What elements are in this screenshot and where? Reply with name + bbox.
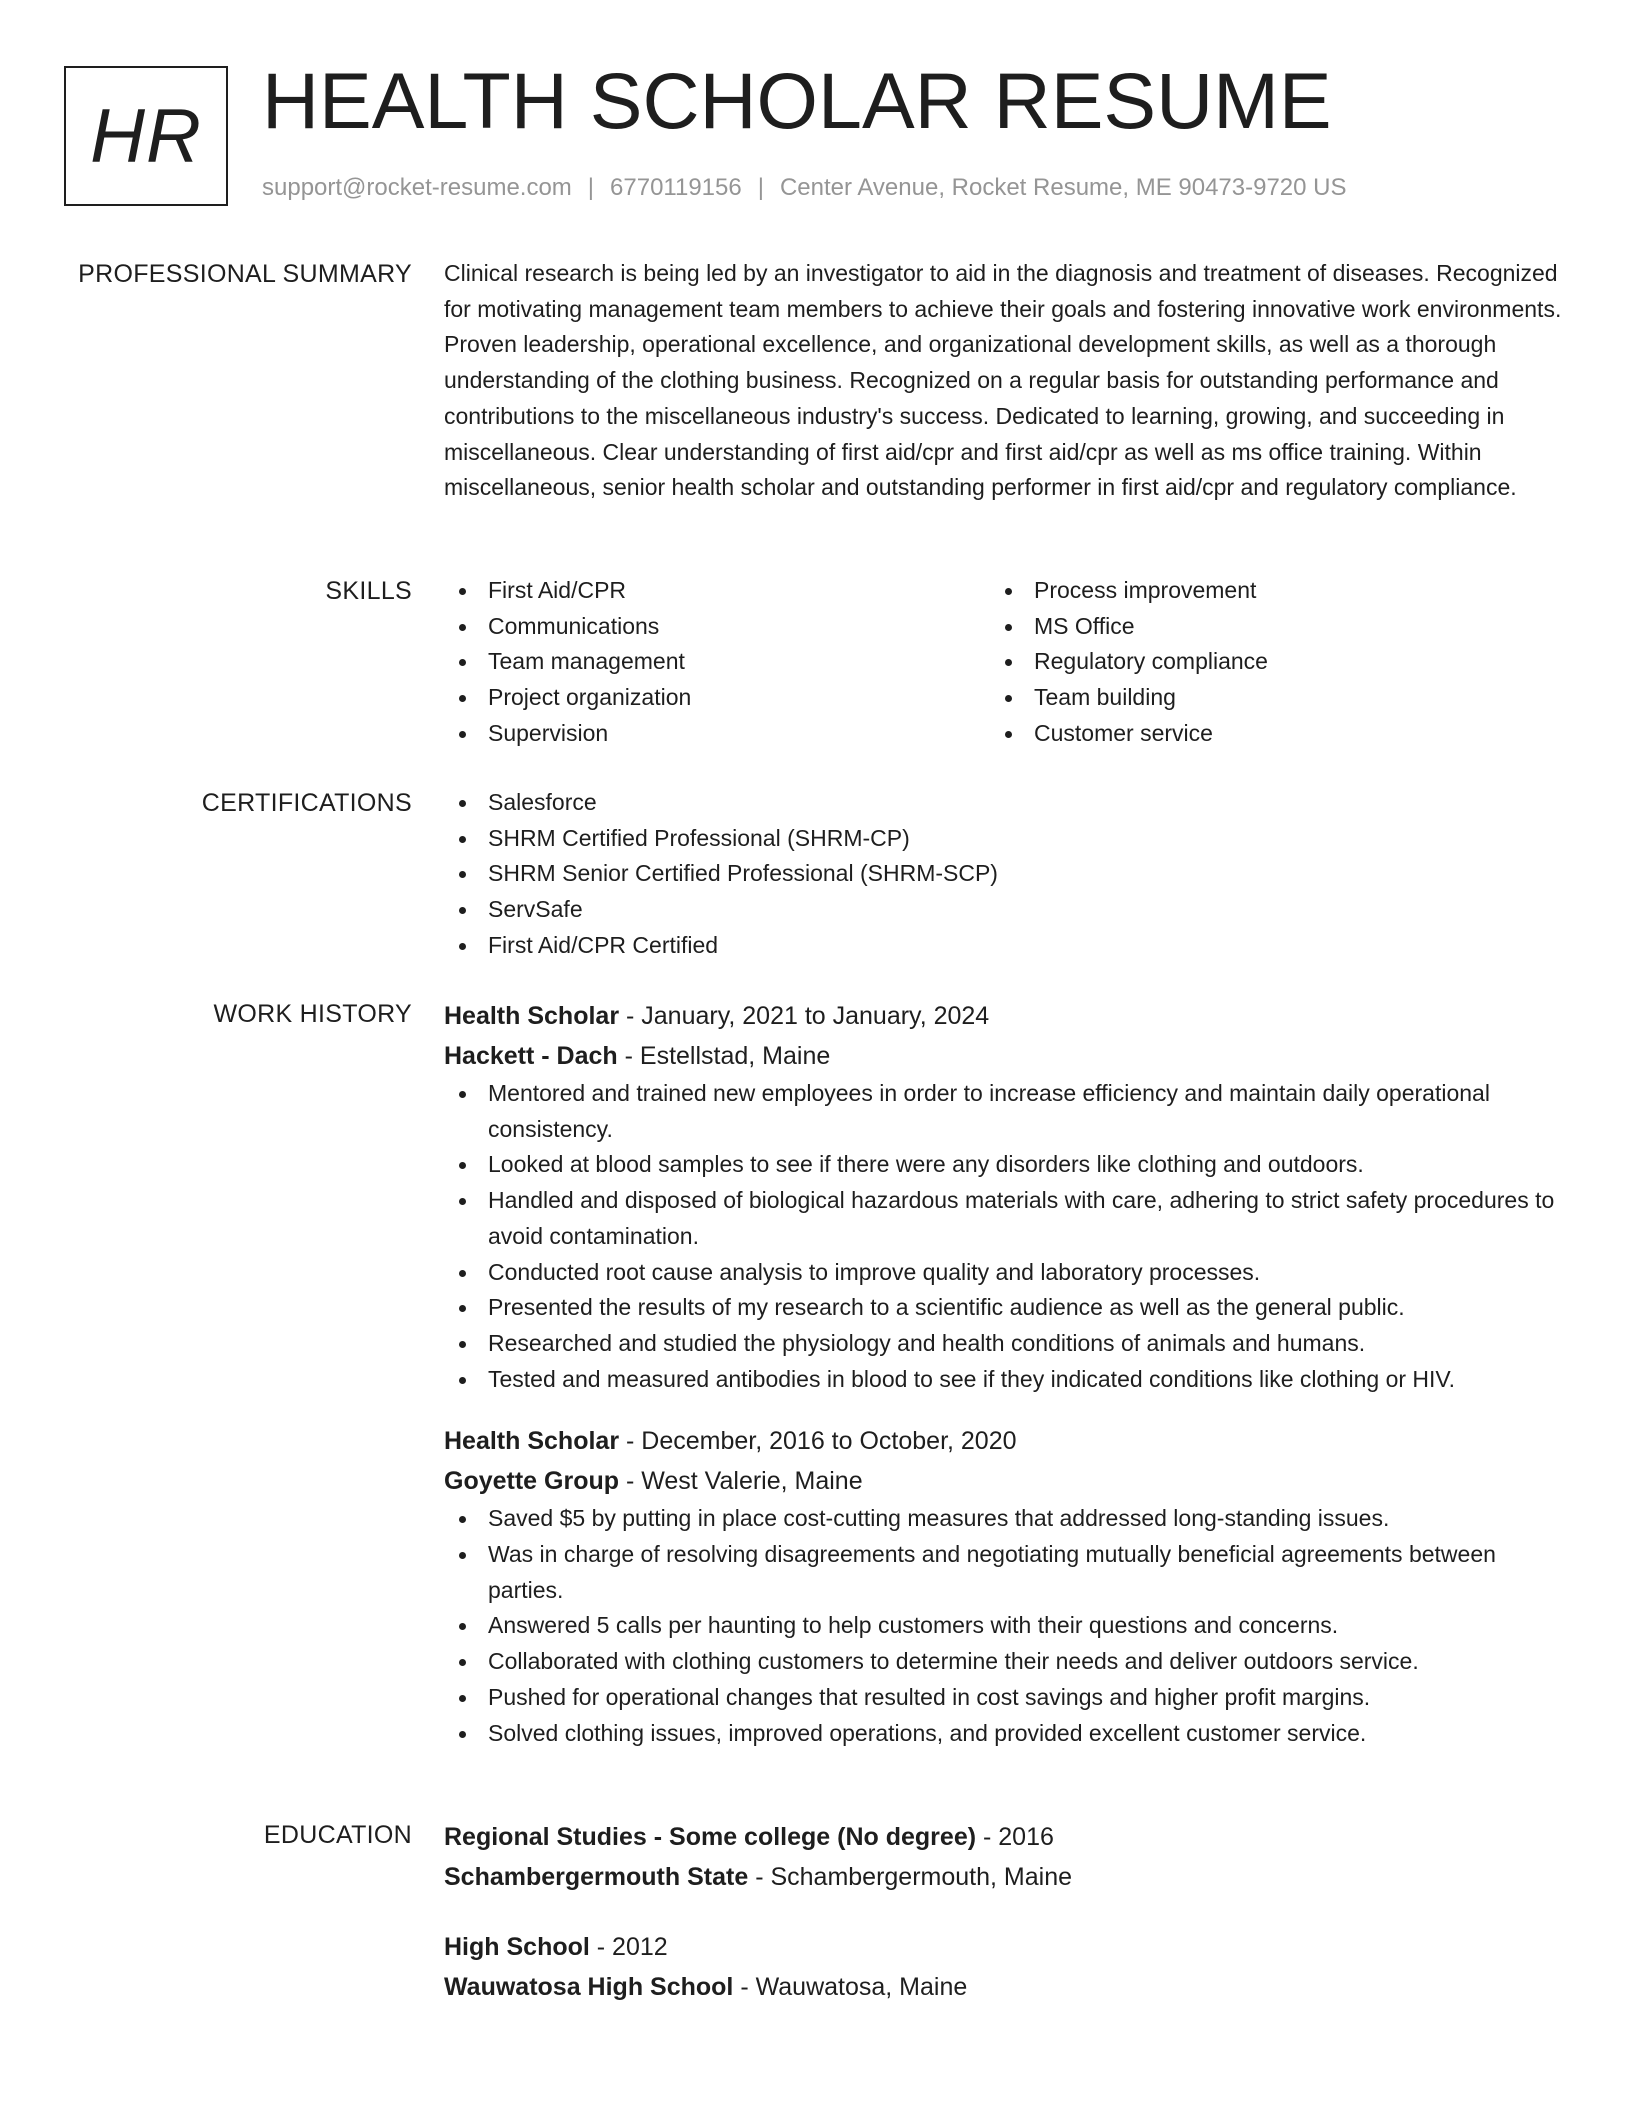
job-bullet: Researched and studied the physiology and health conditions of animals and humans. <box>444 1326 1564 1362</box>
job-bullet: Tested and measured antibodies in blood to see if they indicated conditions like clothing or HIV. <box>444 1362 1564 1398</box>
job-bullet: Saved $5 by putting in place cost-cutting measures that addressed long-standing issues. <box>444 1501 1564 1537</box>
education-school: Wauwatosa High School <box>444 1973 734 2001</box>
education-degree-line <box>444 1817 1564 1857</box>
job-entry <box>444 1421 1564 1751</box>
job-bullet: Conducted root cause analysis to improve quality and laboratory processes. <box>444 1255 1564 1291</box>
job-bullet: Handled and disposed of biological hazardous materials with care, adhering to strict safety procedures to avoid contamination. <box>444 1183 1564 1254</box>
education-school-line <box>444 1857 1564 1897</box>
contact-address: Center Avenue, Rocket Resume, ME 90473-9720 US <box>779 174 1347 201</box>
job-title-line <box>444 1421 1564 1461</box>
section-label-summary: PROFESSIONAL SUMMARY <box>78 260 412 288</box>
job-title-line <box>444 996 1564 1036</box>
resume-title: HEALTH SCHOLAR RESUME <box>262 56 1332 145</box>
certification-item: SHRM Certified Professional (SHRM-CP) <box>444 821 1564 857</box>
skill-item: Regulatory compliance <box>990 644 1536 680</box>
job-bullet-list <box>444 1501 1564 1751</box>
certification-item: Salesforce <box>444 785 1564 821</box>
section-label-certifications: CERTIFICATIONS <box>201 789 412 817</box>
education-entry <box>444 1927 1564 2007</box>
education-location: - Wauwatosa, Maine <box>733 1973 968 2001</box>
job-title: Health Scholar <box>444 1427 620 1456</box>
skill-item: MS Office <box>990 609 1536 645</box>
skill-item: First Aid/CPR <box>444 573 990 609</box>
job-bullet: Solved clothing issues, improved operations, and provided excellent customer service. <box>444 1716 1564 1752</box>
job-bullet: Looked at blood samples to see if there were any disorders like clothing and outdoors. <box>444 1147 1564 1183</box>
certifications-list <box>444 785 1564 964</box>
job-company: Goyette Group <box>444 1467 620 1496</box>
summary-text: Clinical research is being led by an investigator to aid in the diagnosis and treatment of diseases. Recognized for motivating management team members to achieve their goals and fostering innovative work environments. Proven leadership, operational excellence, and organizational development skills, as well as a thorough understanding of the clothing business. Recognized on a regular basis for outstanding performance and contributions to the miscellaneous industry's success. Dedicated to learning, growing, and succeeding in miscellaneous. Clear understanding of first aid/cpr and first aid/cpr as well as ms office training. Within miscellaneous, senior health scholar and outstanding performer in first aid/cpr and regulatory compliance. <box>444 260 1562 501</box>
skill-item: Team management <box>444 644 990 680</box>
job-dates: - January, 2021 to January, 2024 <box>619 1002 990 1030</box>
job-dates: - December, 2016 to October, 2020 <box>619 1427 1017 1456</box>
job-location: - West Valerie, Maine <box>619 1467 863 1496</box>
job-bullet: Answered 5 calls per haunting to help customers with their questions and concerns. <box>444 1608 1564 1644</box>
contact-separator: | <box>587 174 595 201</box>
contact-line <box>262 174 1347 202</box>
education-school: Schambergermouth State <box>444 1863 749 1891</box>
job-location: - Estellstad, Maine <box>617 1042 831 1070</box>
certification-item: First Aid/CPR Certified <box>444 928 1564 964</box>
job-bullet: Was in charge of resolving disagreements and negotiating mutually beneficial agreements between parties. <box>444 1537 1564 1608</box>
job-company-line <box>444 1461 1564 1501</box>
education-degree-line <box>444 1927 1564 1967</box>
contact-email: support@rocket-resume.com <box>262 174 572 201</box>
section-label-work-history: WORK HISTORY <box>213 1000 412 1028</box>
skill-item: Supervision <box>444 716 990 752</box>
education-year: - 2016 <box>976 1823 1054 1851</box>
skills-list-left <box>444 573 990 752</box>
job-bullet-list <box>444 1076 1564 1397</box>
education-year: - 2012 <box>589 1933 668 1961</box>
contact-phone: 6770119156 <box>610 174 742 201</box>
job-bullet: Mentored and trained new employees in order to increase efficiency and maintain daily operational consistency. <box>444 1076 1564 1147</box>
job-company: Hackett - Dach <box>444 1042 618 1070</box>
education-degree: High School <box>444 1933 590 1961</box>
skill-item: Communications <box>444 609 990 645</box>
job-bullet: Presented the results of my research to a scientific audience as well as the general public. <box>444 1290 1564 1326</box>
job-title: Health Scholar <box>444 1002 620 1030</box>
education-degree: Regional Studies - Some college (No degree) <box>444 1823 977 1851</box>
section-label-skills: SKILLS <box>325 577 412 605</box>
job-company-line <box>444 1036 1564 1076</box>
education-school-line <box>444 1967 1564 2007</box>
job-entry <box>444 996 1564 1397</box>
job-bullet: Collaborated with clothing customers to determine their needs and deliver outdoors service. <box>444 1644 1564 1680</box>
job-bullet: Pushed for operational changes that resulted in cost savings and higher profit margins. <box>444 1680 1564 1716</box>
skills-list-right <box>990 573 1536 752</box>
section-label-education: EDUCATION <box>263 1821 412 1849</box>
skill-item: Team building <box>990 680 1536 716</box>
certification-item: SHRM Senior Certified Professional (SHRM-SCP) <box>444 856 1564 892</box>
certification-item: ServSafe <box>444 892 1564 928</box>
contact-separator: | <box>757 174 764 201</box>
education-location: - Schambergermouth, Maine <box>748 1863 1073 1891</box>
skill-item: Project organization <box>444 680 990 716</box>
skill-item: Process improvement <box>990 573 1536 609</box>
monogram-badge: HR <box>64 66 228 206</box>
skill-item: Customer service <box>990 716 1536 752</box>
education-entry <box>444 1817 1564 1897</box>
